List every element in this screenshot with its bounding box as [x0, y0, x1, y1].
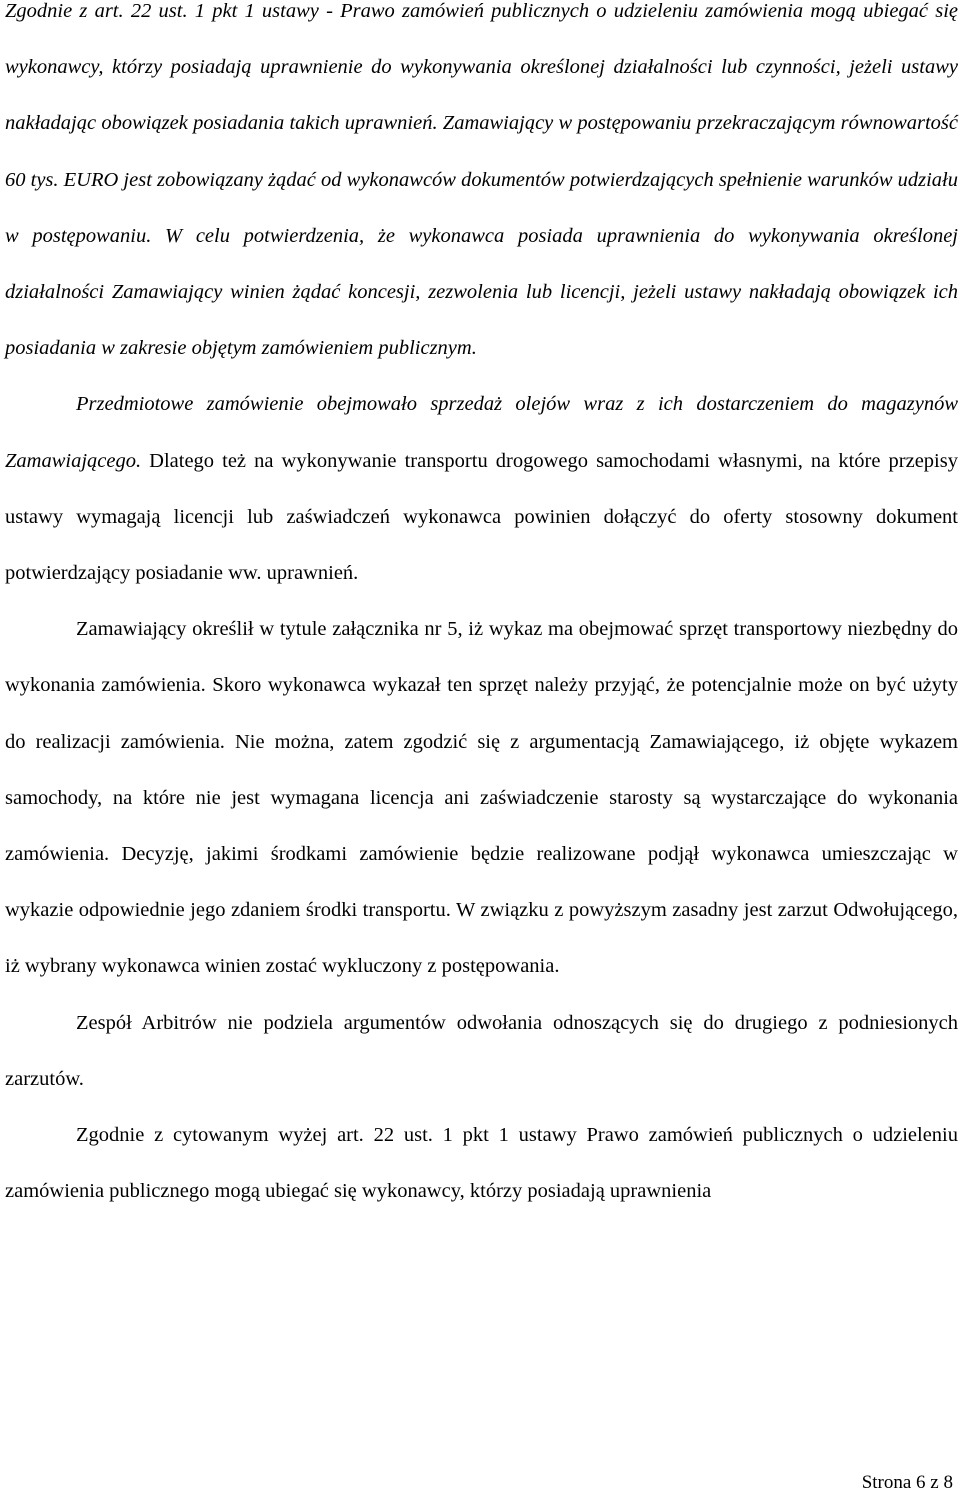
paragraph-5: [5, 1107, 958, 1219]
paragraph-3: [5, 601, 958, 994]
paragraph-2-text: Dlatego też na wykonywanie transportu drogowego samochodami własnymi, na które przepisy ustawy wymagają licencji lub zaświadczeń wykonawca powinien dołączyć do oferty stosowny dokument potwierdzający posiadanie ww. uprawnień.: [5, 449, 958, 585]
document-page: [5, 0, 958, 1219]
paragraph-4-text: Zespół Arbitrów nie podziela argumentów odwołania odnoszących się do drugiego z podniesionych zarzutów.: [5, 1011, 958, 1090]
paragraph-5-text: Zgodnie z cytowanym wyżej art. 22 ust. 1 pkt 1 ustawy Prawo zamówień publicznych o udzieleniu zamówienia publicznego mogą ubiegać się wykonawcy, którzy posiadają uprawnienia: [5, 1124, 958, 1203]
paragraph-2: [5, 376, 958, 601]
paragraph-2-italic-text: Przedmiotowe zamówienie obejmowało sprzedaż olejów wraz z ich dostarczeniem do magazynów Zamawiającego.: [5, 393, 958, 472]
paragraph-4: [5, 995, 958, 1107]
paragraph-3-text: Zamawiający określił w tytule załącznika nr 5, iż wykaz ma obejmować sprzęt transportowy niezbędny do wykonania zamówienia. Skoro wykonawca wykazał ten sprzęt należy przyjąć, że potencjalnie może on być użyty do realizacji zamówienia. Nie można, zatem zgodzić się z argumentacją Zamawiającego, iż objęte wykazem samochody, na które nie jest wymagana licencja ani zaświadczenie starosty są wystarczające do wykonania zamówienia. Decyzję, jakimi środkami zamówienie będzie realizowane podjął wykonawca umieszczając w wykazie odpowiednie jego zdaniem środki transportu. W związku z powyższym zasadny jest zarzut Odwołującego, iż wybrany wykonawca winien zostać wykluczony z postępowania.: [5, 618, 958, 978]
paragraph-1-text: Zgodnie z art. 22 ust. 1 pkt 1 ustawy - Prawo zamówień publicznych o udzieleniu zamówienia mogą ubiegać się wykonawcy, którzy posiadają uprawnienie do wykonywania określonej działalności lub czynności, jeżeli ustawy nakładając obowiązek posiadania takich uprawnień. Zamawiający w postępowaniu przekraczającym równowartość 60 tys. EURO jest zobowiązany żądać od wykonawców dokumentów potwierdzających spełnienie warunków udziału w postępowaniu. W celu potwierdzenia, że wykonawca posiada uprawnienia do wykonywania określonej działalności Zamawiający winien żądać koncesji, zezwolenia lub licencji, jeżeli ustawy nakładają obowiązek ich posiadania w zakresie objętym zamówieniem publicznym.: [5, 0, 958, 360]
page-number: Strona 6 z 8: [861, 1472, 953, 1493]
paragraph-1: [5, 0, 958, 376]
